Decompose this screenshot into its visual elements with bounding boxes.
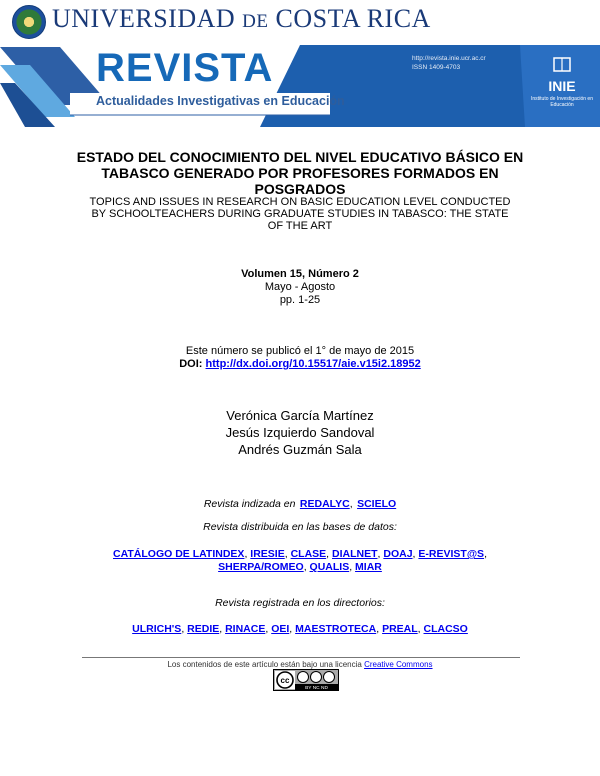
volume: Volumen 15, Número 2	[241, 268, 359, 280]
journal-url[interactable]: http://revista.inie.ucr.ac.cr ISSN 1409-4703	[412, 55, 486, 71]
months: Mayo - Agosto	[264, 281, 336, 293]
license-text: Los contenidos de este artículo están bajo una licencia	[167, 660, 362, 669]
registered-text: Revista registrada en los directorios:	[215, 597, 385, 609]
link-scielo[interactable]: SCIELO	[357, 498, 397, 510]
link-iresie[interactable]: IRESIE	[250, 548, 285, 560]
link-latindex[interactable]: CATÁLOGO DE LATINDEX	[113, 548, 245, 560]
link-clase[interactable]: CLASE	[290, 548, 327, 560]
license-line	[0, 660, 600, 669]
inie-label: INIE	[548, 78, 576, 94]
university-name: UNIVERSIDAD DE COSTA RICA	[52, 4, 431, 33]
doi-link[interactable]: http://dx.doi.org/10.15517/aie.v15i2.18952	[205, 358, 421, 370]
journal-subtitle: Actualidades Investigativas en Educación	[96, 94, 345, 108]
distributed-links-line2: SHERPA/ROMEO, QUALIS, MIAR	[218, 561, 382, 573]
article-title-es: ESTADO DEL CONOCIMIENTO DEL NIVEL EDUCATIVO BÁSICO EN TABASCO GENERADO POR PROFESORES FORMADOS EN POSGRADOS	[76, 149, 524, 197]
link-qualis[interactable]: QUALIS	[309, 561, 350, 573]
journal-banner	[0, 45, 600, 127]
footer-divider	[82, 657, 520, 658]
university-seal-icon	[12, 5, 46, 39]
cc-badge-text: BY NC ND	[305, 686, 328, 691]
creative-commons-badge-icon[interactable]	[273, 669, 339, 691]
registered-links: ULRICH'S, REDIE, RINACE, OEI, MAESTROTECA, PREAL, CLACSO	[132, 623, 468, 635]
doi-label: DOI:	[179, 358, 203, 370]
link-erevistas[interactable]: E-REVIST@S	[418, 548, 485, 560]
link-ulrichs[interactable]: ULRICH'S	[132, 623, 182, 635]
pages: pp. 1-25	[279, 294, 321, 306]
svg-text:cc: cc	[280, 676, 290, 685]
journal-title: REVISTA	[96, 46, 274, 90]
distributed-text: Revista distribuida en las bases de datos:	[203, 521, 397, 533]
link-clacso[interactable]: CLACSO	[423, 623, 468, 635]
indexed-line: Revista indizada en REDALYC, SCIELO	[203, 498, 397, 510]
author: Verónica García Martínez	[226, 408, 374, 423]
indexed-text: Revista indizada en	[203, 498, 296, 510]
creative-commons-link[interactable]: Creative Commons	[364, 660, 433, 669]
authors	[0, 407, 600, 458]
link-redalyc[interactable]: REDALYC	[299, 498, 350, 510]
article-title-en: TOPICS AND ISSUES IN RESEARCH ON BASIC EDUCATION LEVEL CONDUCTED BY SCHOOLTEACHERS DURING GRADUATE STUDIES IN TABASCO: THE STATE OF THE ART	[89, 196, 511, 232]
issue-info	[0, 268, 600, 307]
link-oei[interactable]: OEI	[271, 623, 290, 635]
link-miar[interactable]: MIAR	[355, 561, 382, 573]
inie-subtitle: Instituto de Investigación en Educación	[531, 96, 593, 108]
link-redie[interactable]: REDIE	[187, 623, 220, 635]
published-date: Este número se publicó el 1° de mayo de 2015	[185, 345, 415, 357]
link-sherpa-romeo[interactable]: SHERPA/ROMEO	[218, 561, 304, 573]
distributed-links-line1: CATÁLOGO DE LATINDEX, IRESIE, CLASE, DIALNET, DOAJ, E-REVIST@S,	[113, 548, 487, 560]
author: Jesús Izquierdo Sandoval	[225, 425, 375, 440]
link-preal[interactable]: PREAL	[382, 623, 418, 635]
publication-info	[0, 345, 600, 371]
link-rinace[interactable]: RINACE	[225, 623, 266, 635]
link-doaj[interactable]: DOAJ	[383, 548, 413, 560]
link-maestroteca[interactable]: MAESTROTECA	[295, 623, 377, 635]
link-dialnet[interactable]: DIALNET	[332, 548, 378, 560]
author: Andrés Guzmán Sala	[238, 442, 362, 457]
